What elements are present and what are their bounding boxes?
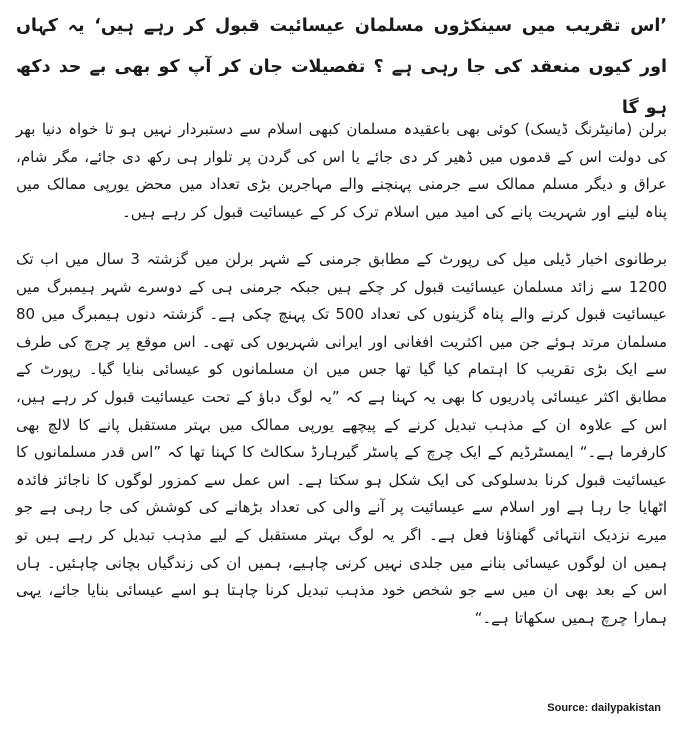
article-paragraph: برطانوی اخبار ڈیلی میل کی رپورٹ کے مطابق جرمنی کے شہر برلن میں گزشتہ 3 سال میں اب تک 1200 سے زائد مسلمان عیسائیت قبول کر چکے ہیں جبکہ جرمنی ہی کے دوسرے شہر ہیمبرگ میں عیسائیت قبول کرنے والے پناہ گزینوں کی تعداد 500 تک پہنچ چکی ہے۔ گزشتہ دنوں ہیمبرگ میں 80 مسلمان مرتد ہوئے جن میں اکثریت افغانی اور ایرانی شہریوں کی تھی۔ اس موقع پر چرچ کی طرف سے ایک بڑی تقریب کا اہتمام کیا گیا تھا جس میں ان مسلمانوں کو عیسائی بنایا گیا۔ رپورٹ کے مطابق اکثر عیسائی پادریوں کا بھی یہ کہنا ہے کہ ”یہ لوگ دباؤ کے تحت عیسائیت قبول کر رہے ہیں، اس کے علاوہ ان کے مذہب تبدیل کرنے کے پیچھے یورپی ممالک میں بہتر مستقبل پانے کا لالچ بھی کارفرما ہے۔“ ایمسٹرڈیم کے ایک چرچ کے پاسٹر گیرہارڈ سکالٹ کا کہنا تھا کہ ”اس قدر مسلمانوں کا عیسائیت قبول کرنا بدسلوکی کی ایک شکل ہو سکتا ہے۔ اس عمل سے کمزور لوگوں کا ناجائز فائدہ اٹھایا جا رہا ہے اور اسلام سے عیسائیت پر آنے والی کی تعداد بڑھانے کی کوشش کی جا رہی ہے جو میرے نزدیک انتہائی گھناؤنا فعل ہے۔ اگر یہ لوگ بہتر مستقبل کے لیے مذہب تبدیل کر رہے ہیں تو ہمیں ان لوگوں عیسائی بنانے میں جلدی نہیں کرنی چاہیے، ہمیں ان کی زندگیاں بچانی چاہئیں۔ ہاں اس کے بعد بھی ان میں سے جو شخص خود مذہب تبدیل کرنا چاہتا ہو اسے عیسائی بنایا جائے، یہی ہمارا چرچ ہمیں سکھاتا ہے۔“ [16, 250, 668, 627]
article-paragraph: برلن (مانیٹرنگ ڈیسک) کوئی بھی باعقیدہ مسلمان کبھی اسلام سے دستبردار نہیں ہو تا خواہ دنیا بھر کی دولت اس کے قدموں میں ڈھیر کر دی جائے یا اس کی گردن پر تلوار ہی رکھ دی جائے، مگر شام، عراق و دیگر مسلم ممالک سے جرمنی پہنچنے والے مہاجرین بڑی تعداد میں محض یورپی ممالک میں پناہ لینے اور شہریت پانے کی امید میں اسلام ترک کر کے عیسائیت قبول کر رہے ہیں۔ [16, 120, 667, 221]
source-credit: Source: dailypakistan [547, 702, 661, 714]
article-headline: ’اس تقریب میں سینکڑوں مسلمان عیسائیت قبول کر رہے ہیں‘ یہ کہاں اور کیوں منعقد کی جا رہی ہے ؟ تفصیلات جان کر آپ کو بھی بے حد دکھ ہو گا [16, 16, 667, 118]
